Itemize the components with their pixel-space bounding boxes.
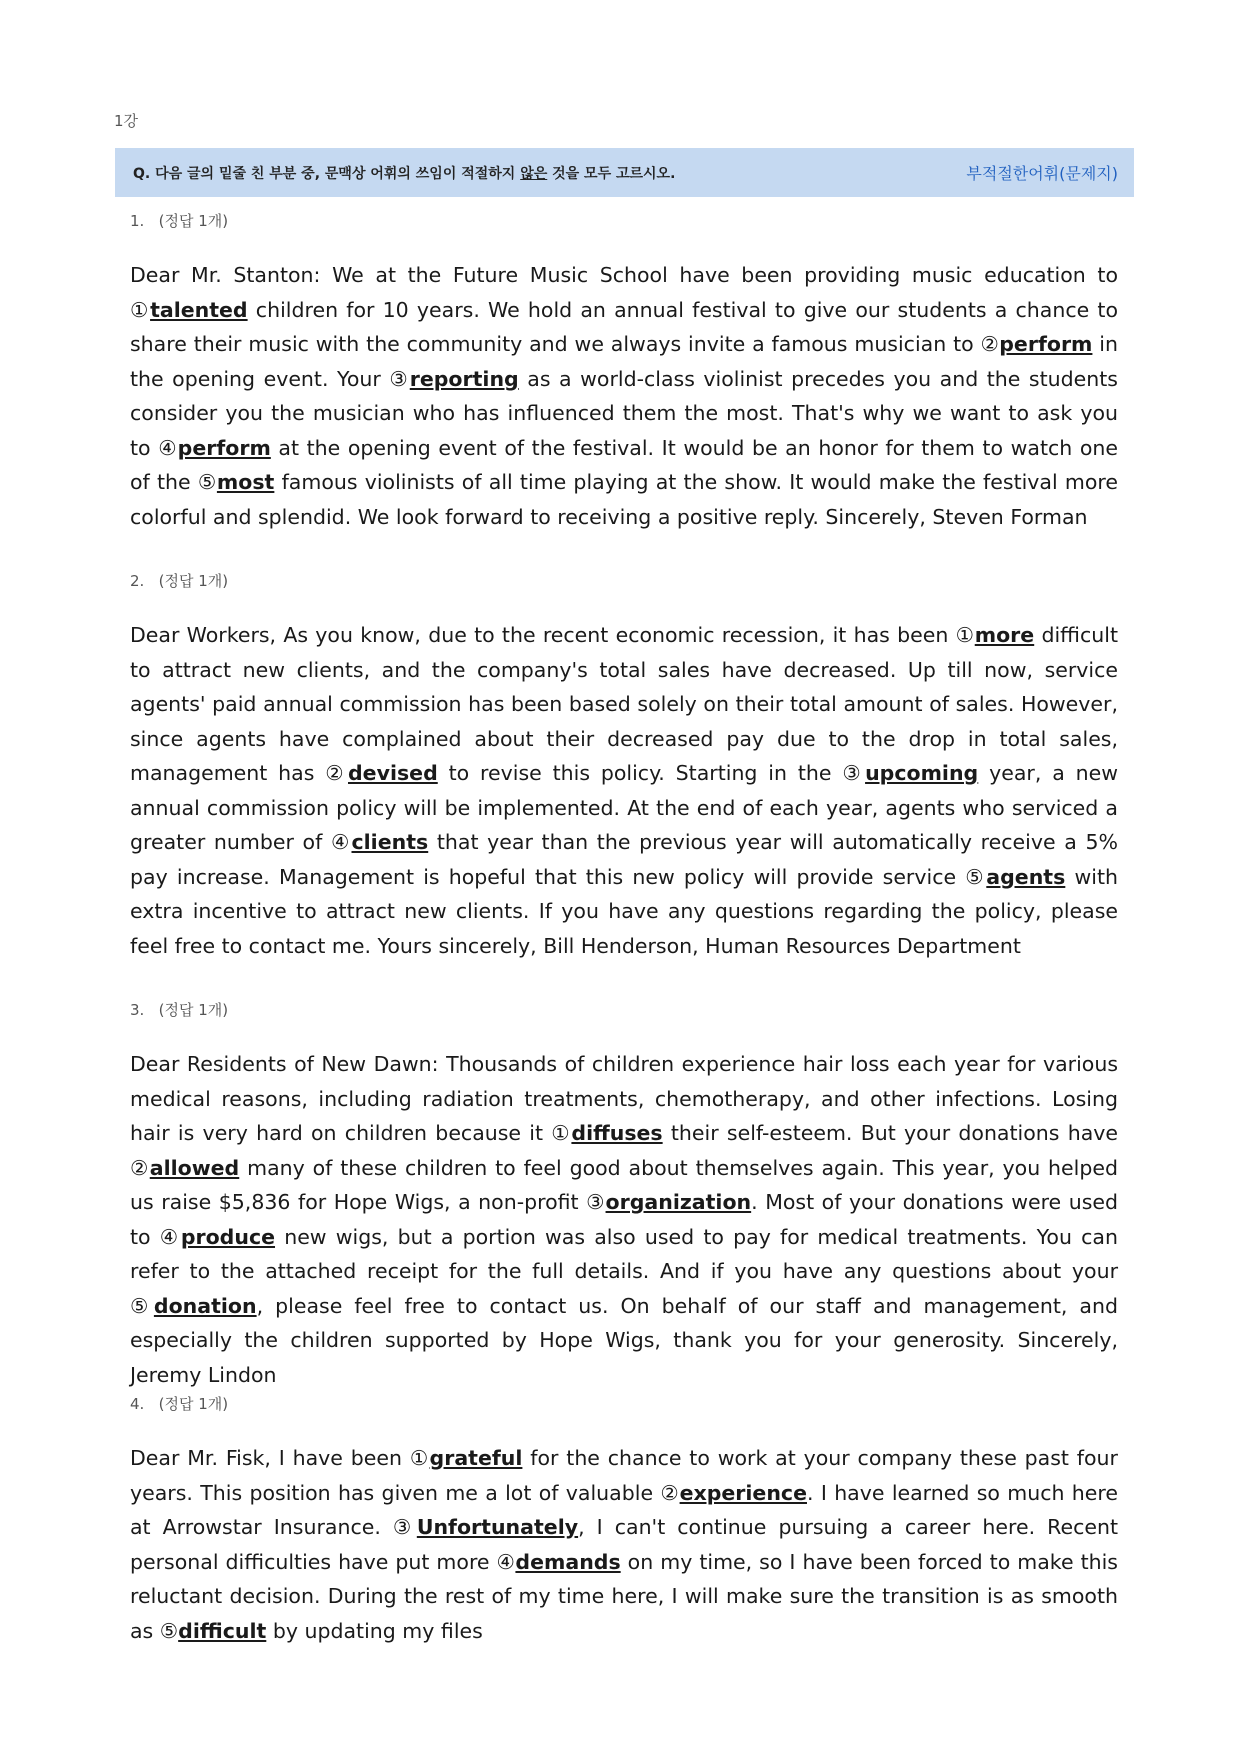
option-number-marker: ③ — [586, 1190, 606, 1214]
passage-text: in the opening event. Your — [130, 332, 1118, 391]
passage-text: new wigs, but a portion was also used to pay for medical treatments. You can refer to the attached receipt for the full details. And if you have any questions about your — [130, 1224, 1118, 1283]
passage-3 — [130, 1047, 1118, 1392]
option-word: agents — [986, 864, 1066, 889]
passage-text: that year than the previous year will automatically receive a 5% pay increase. Management is hopeful that this new policy will provide service — [130, 830, 1118, 889]
underlined-option — [198, 470, 275, 494]
question-instruction-pre: Q. 다음 글의 밑줄 친 부분 중, 문맥상 어휘의 쓰임이 적절하지 — [133, 165, 521, 182]
question-number: 4. — [130, 1395, 145, 1413]
question-number-2 — [130, 570, 228, 591]
underlined-option — [389, 367, 518, 391]
passage-text: on my time, so I have been forced to make this reluctant decision. During the rest of my time here, I will make sure the transition is as smooth as — [130, 1549, 1118, 1643]
passage-text: for the chance to work at your company these past four years. This position has given me a lot of valuable — [130, 1446, 1118, 1505]
lesson-label: 1강 — [114, 112, 139, 130]
option-word: grateful — [429, 1446, 523, 1470]
question-instruction — [133, 163, 675, 183]
option-number-marker: ⑤ — [197, 470, 217, 494]
passage-text: . Most of your donations were used to — [130, 1190, 1118, 1249]
question-number-4 — [130, 1393, 228, 1414]
option-word: demands — [515, 1549, 621, 1574]
underlined-option — [325, 761, 437, 785]
passage-text: Dear Mr. Fisk, I have been — [130, 1446, 410, 1470]
option-word: organization — [605, 1190, 752, 1214]
option-number-marker: ⑤ — [159, 1618, 179, 1643]
option-number-marker: ③ — [389, 366, 410, 391]
answer-count-note: (정답 1개) — [158, 572, 229, 590]
passage-text: , please feel free to contact us. On behalf of our staff and management, and especially the children supported by Hope Wigs, thank you for your generosity. Sincerely, Jeremy Lindon — [130, 1293, 1118, 1387]
passage-text: to revise this policy. Starting in the — [437, 761, 843, 785]
underlined-option — [497, 1550, 621, 1574]
question-instruction-underlined: 않은 — [520, 165, 548, 182]
option-word: more — [974, 623, 1035, 647]
option-number-marker: ② — [325, 761, 348, 785]
option-word: allowed — [149, 1155, 240, 1180]
option-number-marker: ④ — [159, 1224, 181, 1249]
underlined-option — [660, 1481, 807, 1505]
question-instruction-post: 것을 모두 고르시오. — [547, 165, 676, 182]
option-word: perform — [177, 435, 271, 460]
passage-text: as a world-class violinist precedes you and the students consider you the musician who has influenced them the most. That's why we want to ask you to — [130, 366, 1118, 460]
question-number: 2. — [130, 572, 145, 590]
passage-text: with extra incentive to attract new clients. If you have any questions regarding the policy, please feel free to contact me. Yours sincerely, Bill Henderson, Human Resources Department — [130, 864, 1118, 958]
underlined-option — [130, 1294, 257, 1318]
passage-text: . I have learned so much here at Arrowstar Insurance. — [130, 1480, 1118, 1539]
underlined-option — [130, 1156, 239, 1180]
option-word: experience — [679, 1480, 807, 1505]
question-number: 1. — [130, 212, 145, 230]
option-number-marker: ② — [130, 1155, 150, 1180]
passage-text: many of these children to feel good about themselves again. This year, you helped us raise $5,836 for Hope Wigs, a non-profit — [130, 1155, 1118, 1214]
option-word: donation — [153, 1293, 257, 1318]
answer-count-note: (정답 1개) — [158, 212, 229, 230]
option-number-marker: ④ — [496, 1549, 516, 1574]
underlined-option — [160, 1225, 275, 1249]
passage-text: their self-esteem. But your donations have — [662, 1121, 1118, 1145]
option-word: Unfortunately — [416, 1515, 579, 1539]
underlined-option — [586, 1190, 751, 1214]
option-number-marker: ① — [130, 297, 151, 322]
question-banner — [115, 148, 1134, 197]
option-number-marker: ④ — [330, 830, 352, 854]
passage-text: year, a new annual commission policy will be implemented. At the end of each year, agents who serviced a greater number of — [130, 761, 1118, 854]
option-number-marker: ② — [980, 332, 1000, 356]
underlined-option — [331, 830, 428, 854]
underlined-option — [130, 298, 248, 322]
option-word: most — [216, 470, 275, 494]
passage-text: at the opening event of the festival. It would be an honor for them to watch one of the — [130, 435, 1118, 494]
underlined-option — [956, 623, 1035, 647]
question-number: 3. — [130, 1001, 145, 1019]
underlined-option — [158, 436, 271, 460]
passage-text: Dear Residents of New Dawn: Thousands of children experience hair loss each year for various medical reasons, including radiation treatments, chemotherapy, and other infections. Losing hair is very hard on children because it — [130, 1052, 1118, 1145]
underlined-option — [981, 332, 1093, 356]
option-number-marker: ① — [409, 1446, 430, 1470]
underlined-option — [393, 1515, 578, 1539]
option-number-marker: ④ — [158, 435, 178, 460]
underlined-option — [965, 865, 1065, 889]
option-number-marker: ⑤ — [130, 1293, 154, 1318]
worksheet-type-tag: 부적절한어휘(문제지) — [966, 164, 1118, 183]
option-word: clients — [351, 830, 429, 854]
passage-text: children for 10 years. We hold an annual festival to give our students a chance to share their music with the community and we always invite a famous musician to — [130, 297, 1118, 356]
question-number-1 — [130, 210, 228, 231]
underlined-option — [551, 1121, 662, 1145]
underlined-option — [410, 1446, 523, 1470]
option-word: difficult — [178, 1618, 267, 1643]
option-number-marker: ① — [551, 1121, 572, 1145]
option-number-marker: ② — [660, 1480, 680, 1505]
passage-text: famous violinists of all time playing at the show. It would make the festival more colorful and splendid. We look forward to receiving a positive reply. Sincerely, Steven Forman — [130, 470, 1119, 529]
answer-count-note: (정답 1개) — [158, 1001, 229, 1019]
option-word: diffuses — [571, 1121, 663, 1145]
passage-text: , I can't continue pursuing a career here. Recent personal difficulties have put more — [130, 1515, 1118, 1574]
option-number-marker: ⑤ — [965, 864, 987, 889]
underlined-option — [842, 761, 978, 785]
option-number-marker: ① — [955, 623, 975, 647]
passage-text: Dear Workers, As you know, due to the recent economic recession, it has been — [130, 623, 956, 647]
option-number-marker: ③ — [842, 761, 866, 785]
passage-2 — [130, 618, 1118, 963]
passage-text: by updating my files — [266, 1618, 483, 1643]
passage-4 — [130, 1441, 1118, 1648]
underlined-option — [160, 1619, 267, 1643]
option-word: perform — [999, 332, 1093, 356]
option-word: upcoming — [865, 761, 979, 785]
option-number-marker: ③ — [392, 1515, 417, 1539]
option-word: talented — [150, 297, 248, 322]
passage-text: Dear Mr. Stanton: We at the Future Music School have been providing music education to — [130, 263, 1118, 287]
option-word: devised — [348, 761, 438, 785]
option-word: produce — [180, 1224, 276, 1249]
option-word: reporting — [409, 366, 519, 391]
passage-1 — [130, 258, 1118, 534]
answer-count-note: (정답 1개) — [158, 1395, 229, 1413]
question-number-3 — [130, 999, 228, 1020]
passage-text: difficult to attract new clients, and the company's total sales have decreased. Up till now, service agents' paid annual commission has been based solely on their total amount of sales. However, since agents have complained about their decreased pay due to the drop in total sales, management has — [130, 623, 1118, 785]
